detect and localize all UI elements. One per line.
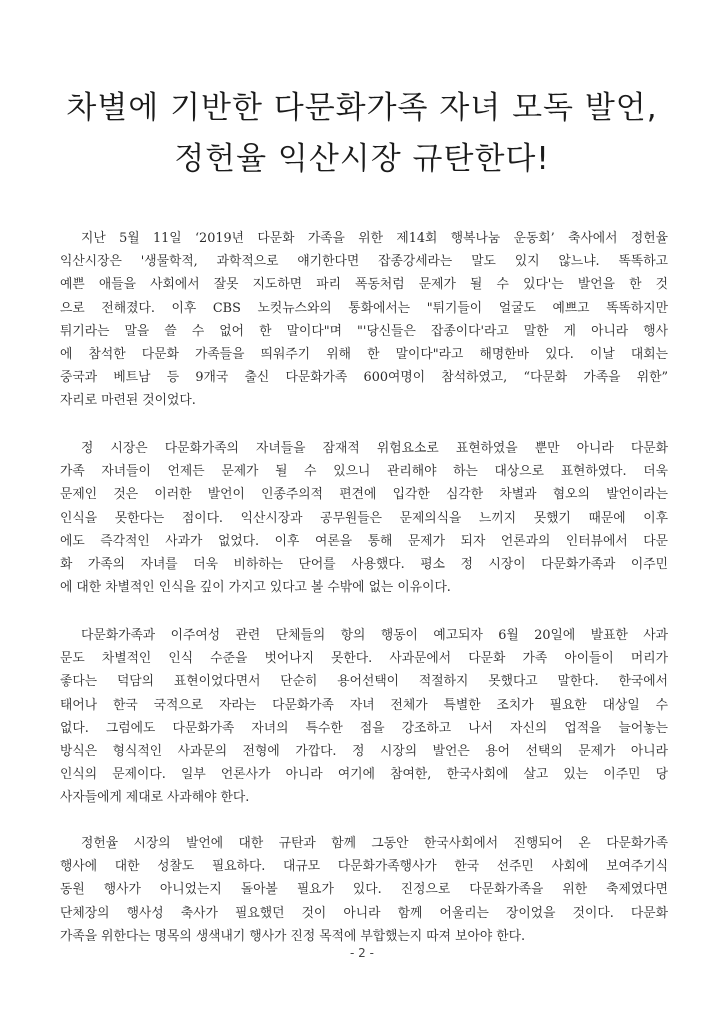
paragraph-line: 없다. 그럼에도 다문화가족 자녀의 특수한 점을 강조하고 나서 자신의 업적을 늘어놓는 bbox=[60, 720, 668, 736]
paragraph-line: 예쁜 애들을 사회에서 잘못 지도하면 파리 폭동처럼 문제가 될 수 있다'는 발언을 한 것 bbox=[60, 277, 668, 293]
paragraph-3 bbox=[60, 624, 668, 810]
paragraph-line: 단체장의 행사성 축사가 필요했던 것이 아니라 함께 어울리는 장이었을 것이다. 다문화 bbox=[60, 905, 668, 921]
page-number: - 2 - bbox=[350, 946, 374, 960]
paragraph-line: 사자들에게 제대로 사과해야 한다. bbox=[60, 790, 250, 806]
paragraph-line: 태어나 한국 국적으로 자라는 다문화가족 자녀 전체가 특별한 조치가 필요한 대상일 수 bbox=[60, 697, 668, 713]
paragraph-line: 좋다는 덕담의 표현이었다면서 단순히 용어선택이 적절하지 못했다고 말한다. 한국에서 bbox=[60, 674, 668, 690]
paragraph-line: 다문화가족과 이주여성 관련 단체들의 항의 행동이 예고되자 6월 20일에 발표한 사과 bbox=[81, 628, 668, 643]
paragraph-line: 에 참석한 다문화 가족들을 띄워주기 위해 한 말이다"라고 해명한바 있다. 이날 대회는 bbox=[60, 347, 668, 363]
paragraph-line: 문도 차별적인 인식 수준을 벗어나지 못한다. 사과문에서 다문화 가족 아이들이 머리가 bbox=[60, 651, 668, 667]
paragraph-line: 에도 즉각적인 사과가 없었다. 이후 여론을 통해 문제가 되자 언론과의 인터뷰에서 다문 bbox=[60, 533, 668, 549]
document-title-line-2: 정헌율 익산시장 규탄한다! bbox=[174, 141, 550, 177]
paragraph-line: 가족을 위한다는 명목의 생색내기 행사가 진정 목적에 부합했는지 따져 보아야 한다. bbox=[60, 928, 526, 944]
paragraph-line: 으로 전해졌다. 이후 CBS 노컷뉴스와의 통화에서는 "튀기들이 얼굴도 예쁘고 똑똑하지만 bbox=[60, 300, 668, 316]
paragraph-line: 에 대한 차별적인 인식을 깊이 가지고 있다고 볼 수밖에 없는 이유이다. bbox=[60, 580, 451, 596]
paragraph-line: 인식을 못한다는 점이다. 익산시장과 공무원들은 문제의식을 느끼지 못했기 때문에 이후 bbox=[60, 510, 668, 526]
paragraph-line: 자리로 마련된 것이었다. bbox=[60, 393, 196, 409]
paragraph-line: 튀기라는 말을 쓸 수 없어 한 말이다"며 "'당신들은 잡종이다'라고 말한 게 아니라 행사 bbox=[60, 323, 668, 339]
paragraph-line: 정헌율 시장의 발언에 대한 규탄과 함께 그동안 한국사회에서 진행되어 온 다문화가족 bbox=[81, 836, 668, 851]
paragraph-line: 중국과 베트남 등 9개국 출신 다문화가족 600여명이 참석하였고, “다문화 가족을 위한” bbox=[60, 370, 668, 386]
paragraph-line: 가족 자녀들이 언제든 문제가 될 수 있으니 관리해야 하는 대상으로 표현하였다. 더욱 bbox=[60, 464, 668, 480]
paragraph-line: 동원 행사가 아니었는지 돌아볼 필요가 있다. 진정으로 다문화가족을 위한 축제였다면 bbox=[60, 882, 668, 898]
paragraph-line: 익산시장은 '생물학적, 과학적으로 얘기한다면 잡종강세라는 말도 있지 않느냐. 똑똑하고 bbox=[60, 254, 668, 270]
paragraph-line: 방식은 형식적인 사과문의 전형에 가깝다. 정 시장의 발언은 용어 선택의 문제가 아니라 bbox=[60, 744, 668, 760]
paragraph-line: 화 가족의 자녀를 더욱 비하하는 단어를 사용했다. 평소 정 시장이 다문화가족과 이주민 bbox=[60, 557, 668, 573]
paragraph-1 bbox=[60, 227, 668, 413]
paragraph-4 bbox=[60, 832, 668, 948]
paragraph-2 bbox=[60, 437, 668, 599]
paragraph-line: 문제인 것은 이러한 발언이 인종주의적 편견에 입각한 심각한 차별과 혐오의 발언이라는 bbox=[60, 487, 668, 503]
document-title-line-1: 차별에 기반한 다문화가족 자녀 모독 발언, bbox=[66, 90, 658, 126]
paragraph-line: 행사에 대한 성찰도 필요하다. 대규모 다문화가족행사가 한국 선주민 사회에 보여주기식 bbox=[60, 859, 668, 875]
paragraph-line: 정 시장은 다문화가족의 자녀들을 잠재적 위험요소로 표현하였을 뿐만 아니라 다문화 bbox=[81, 441, 668, 456]
paragraph-line: 인식의 문제이다. 일부 언론사가 아니라 여기에 참여한, 한국사회에 살고 있는 이주민 당 bbox=[60, 767, 668, 783]
paragraph-line: 지난 5월 11일 ‘2019년 다문화 가족을 위한 제14회 행복나눔 운동회’ 축사에서 정헌율 bbox=[81, 231, 668, 246]
